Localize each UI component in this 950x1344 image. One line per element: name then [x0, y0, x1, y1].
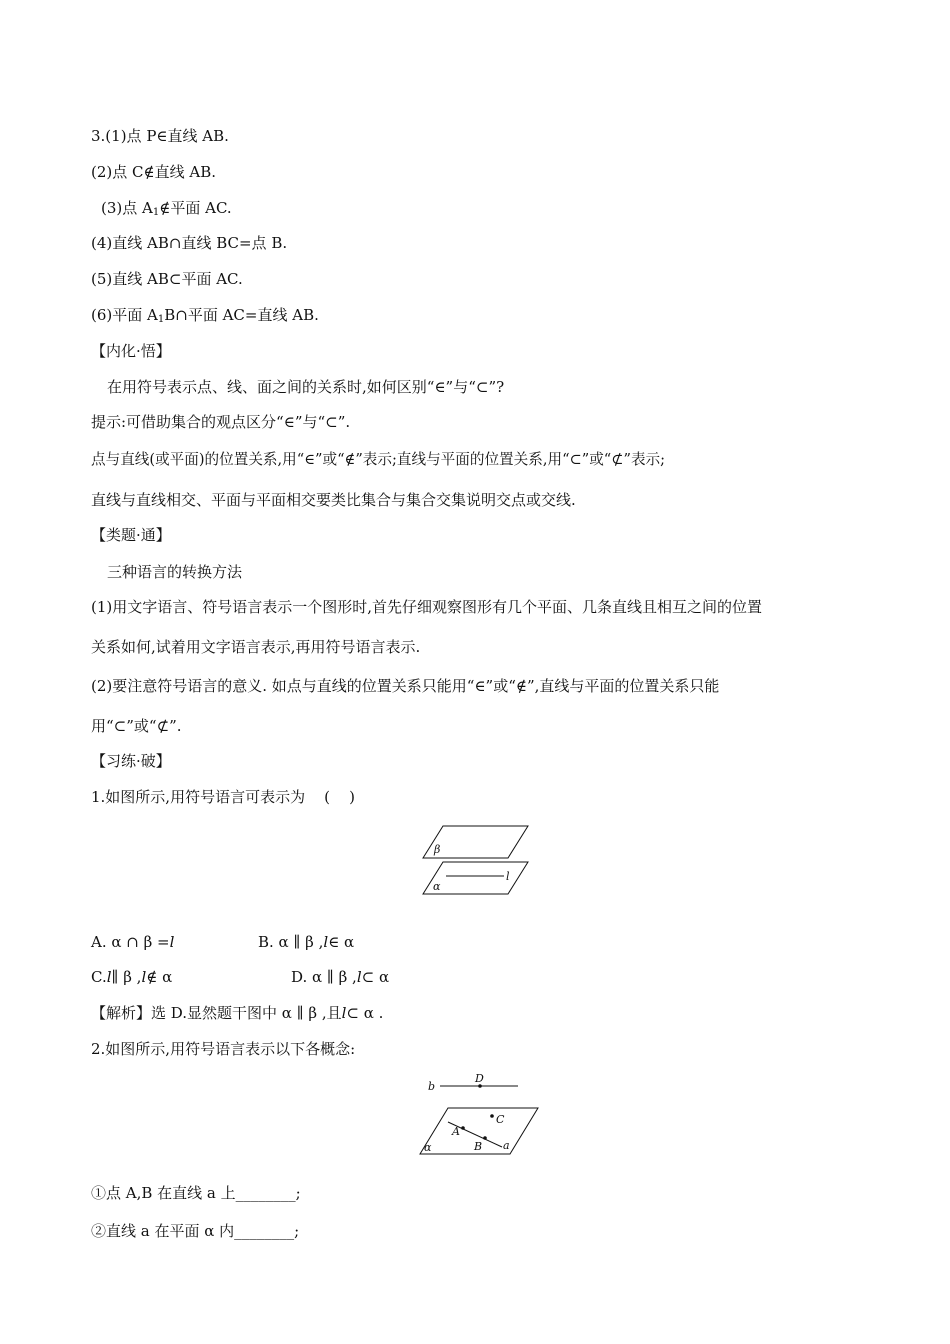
option-c-l: l — [106, 968, 112, 986]
option-d-text: D. α ∥ β , — [291, 968, 357, 986]
practice-heading: 【习练·破】 — [91, 752, 171, 770]
option-d-l: l — [356, 968, 362, 986]
answer-2: (2)点 C∉直线 AB. — [91, 163, 216, 181]
option-a-l: l — [169, 933, 175, 951]
internalize-explain-1: 点与直线(或平面)的位置关系,用“∈”或“∉”表示;直线与平面的位置关系,用“⊂”或“⊄”表示; — [91, 451, 666, 468]
option-c-post: ∥ β , — [111, 968, 142, 986]
answer-6-sub: 1 — [157, 314, 165, 325]
category-p2-line1: (2)要注意符号语言的意义. 如点与直线的位置关系只能用“∈”或“∉”,直线与平面的位置关系只能 — [91, 677, 720, 695]
answer-3 — [101, 198, 232, 223]
answer-6-pre: (6)平面 A — [91, 306, 158, 324]
category-p2-line2: 用“⊂”或“⊄”. — [91, 717, 182, 735]
option-c — [91, 967, 172, 987]
parallel-planes-figure — [420, 822, 532, 898]
plane-line-points-figure — [418, 1072, 540, 1160]
option-c-post2: ∉ α — [146, 968, 173, 986]
category-p1-line1: (1)用文字语言、符号语言表示一个图形时,首先仔细观察图形有几个平面、几条直线且相互之间的位置 — [91, 598, 763, 616]
label-alpha-2: α — [424, 1141, 432, 1154]
label-l: l — [506, 870, 510, 883]
answer-1: 3.(1)点 P∈直线 AB. — [91, 127, 229, 145]
option-b-post: ∈ α — [328, 933, 355, 951]
analysis — [91, 1003, 383, 1023]
internalize-hint: 提示:可借助集合的观点区分“∈”与“⊂”. — [91, 413, 351, 431]
point-B — [483, 1136, 487, 1140]
answer-5: (5)直线 AB⊂平面 AC. — [91, 270, 243, 288]
option-b-text: B. α ∥ β , — [258, 933, 324, 951]
label-beta: β — [434, 843, 441, 856]
answer-6-post: B∩平面 AC=直线 AB. — [164, 306, 319, 324]
internalize-heading: 【内化·悟】 — [91, 342, 171, 360]
blank-question-2: ②直线 a 在平面 α 内________; — [91, 1222, 300, 1240]
option-d-post: ⊂ α — [361, 968, 390, 986]
label-D: D — [475, 1072, 484, 1085]
analysis-text: 【解析】选 D.显然题干图中 α ∥ β ,且 — [91, 1004, 342, 1022]
internalize-explain-2: 直线与直线相交、平面与平面相交要类比集合与集合交集说明交点或交线. — [91, 491, 576, 509]
category-p1-line2: 关系如何,试着用文字语言表示,再用符号语言表示. — [91, 638, 421, 656]
question-1: 1.如图所示,用符号语言可表示为 ( ) — [91, 788, 355, 806]
analysis-post: ⊂ α . — [346, 1004, 384, 1022]
answer-3-post: ∉平面 AC. — [159, 199, 232, 217]
answer-4: (4)直线 AB∩直线 BC=点 B. — [91, 234, 288, 252]
label-b: b — [428, 1080, 436, 1093]
question-2: 2.如图所示,用符号语言表示以下各概念: — [91, 1040, 356, 1058]
label-C: C — [496, 1113, 505, 1126]
category-heading: 【类题·通】 — [91, 526, 171, 544]
label-A: A — [452, 1125, 460, 1138]
option-b-l: l — [323, 933, 329, 951]
answer-3-pre: (3)点 A — [101, 199, 153, 217]
label-alpha: α — [433, 880, 441, 893]
option-a-text: A. α ∩ β = — [91, 933, 170, 951]
label-a: a — [503, 1139, 510, 1152]
answer-3-sub: 1 — [152, 207, 160, 218]
option-a — [91, 932, 174, 952]
internalize-question: 在用符号表示点、线、面之间的关系时,如何区别“∈”与“⊂”? — [107, 378, 505, 396]
option-c-pre: C. — [91, 968, 107, 986]
point-A — [461, 1126, 465, 1130]
category-title: 三种语言的转换方法 — [107, 563, 243, 581]
option-c-l2: l — [141, 968, 147, 986]
label-B: B — [474, 1140, 483, 1153]
answer-6 — [91, 305, 319, 330]
point-C — [490, 1114, 494, 1118]
analysis-l: l — [341, 1004, 347, 1022]
option-b — [258, 932, 354, 952]
option-d — [291, 967, 389, 987]
blank-question-1: ①点 A,B 在直线 a 上________; — [91, 1184, 301, 1202]
